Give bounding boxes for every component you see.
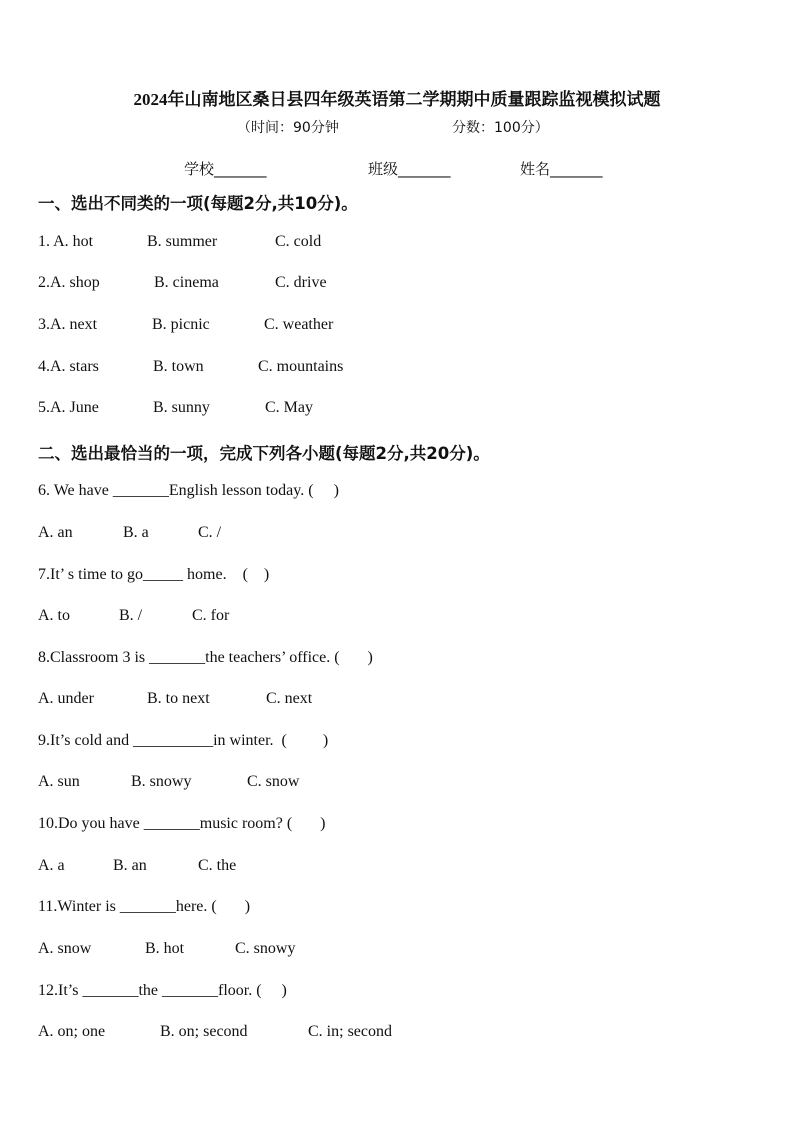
question-5-c: C. May [265,399,313,416]
question-3-b: B. picnic [152,316,210,333]
question-7-b: B. / [119,607,143,624]
school-field: 学校_______ [184,160,267,178]
question-12-b: B. on; second [160,1023,248,1040]
question-6-b: B. a [123,524,149,541]
question-4-c: C. mountains [258,358,344,375]
question-6-c: C. / [198,524,222,541]
page-title: 2024年山南地区桑日县四年级英语第二学期期中质量跟踪监视模拟试题 [133,90,661,109]
question-12-a: A. on; one [38,1023,106,1040]
question-10-stem: 10.Do you have _______music room? ( ) [38,815,326,832]
question-9-c: C. snow [247,773,300,790]
question-9-a: A. sun [38,773,80,790]
question-7-stem: 7.It’ s time to go_____ home. ( ) [38,566,270,583]
question-9-b: B. snowy [131,773,192,790]
question-2-a: 2.A. shop [38,274,100,291]
question-10-a: A. a [38,857,65,874]
question-5-b: B. sunny [153,399,210,416]
exam-time: （时间：90分钟 [237,120,339,136]
question-4-a: 4.A. stars [38,358,99,375]
question-1-b: B. summer [147,233,218,250]
question-11-stem: 11.Winter is _______here. ( ) [38,898,251,915]
question-11-c: C. snowy [235,940,296,957]
question-5-a: 5.A. June [38,399,99,416]
question-12-c: C. in; second [308,1023,392,1040]
question-10-b: B. an [113,857,147,874]
question-11-a: A. snow [38,940,92,957]
question-1-c: C. cold [275,233,322,250]
question-4-b: B. town [153,358,204,375]
question-2-c: C. drive [275,274,327,291]
question-10-c: C. the [198,857,237,874]
section-1-heading: 一、选出不同类的一项(每题2分,共10分)。 [38,194,358,213]
question-11-b: B. hot [145,940,185,957]
question-2-b: B. cinema [154,274,219,291]
question-3-a: 3.A. next [38,316,98,333]
question-8-a: A. under [38,690,94,707]
question-3-c: C. weather [264,316,334,333]
question-6-a: A. an [38,524,73,541]
question-12-stem: 12.It’s _______the _______floor. ( ) [38,982,287,999]
name-field: 姓名_______ [520,160,603,178]
question-6-stem: 6. We have _______English lesson today. ( ) [38,482,339,499]
question-7-c: C. for [192,607,230,624]
question-8-b: B. to next [147,690,210,707]
question-9-stem: 9.It’s cold and __________in winter. ( ) [38,732,329,749]
class-field: 班级_______ [368,160,451,178]
question-1-a: 1. A. hot [38,233,94,250]
section-2-heading: 二、选出最恰当的一项，完成下列各小题(每题2分,共20分)。 [38,444,490,463]
exam-score: 分数：100分） [452,120,549,136]
question-7-a: A. to [38,607,70,624]
question-8-stem: 8.Classroom 3 is _______the teachers’ office. ( ) [38,649,373,666]
question-8-c: C. next [266,690,313,707]
